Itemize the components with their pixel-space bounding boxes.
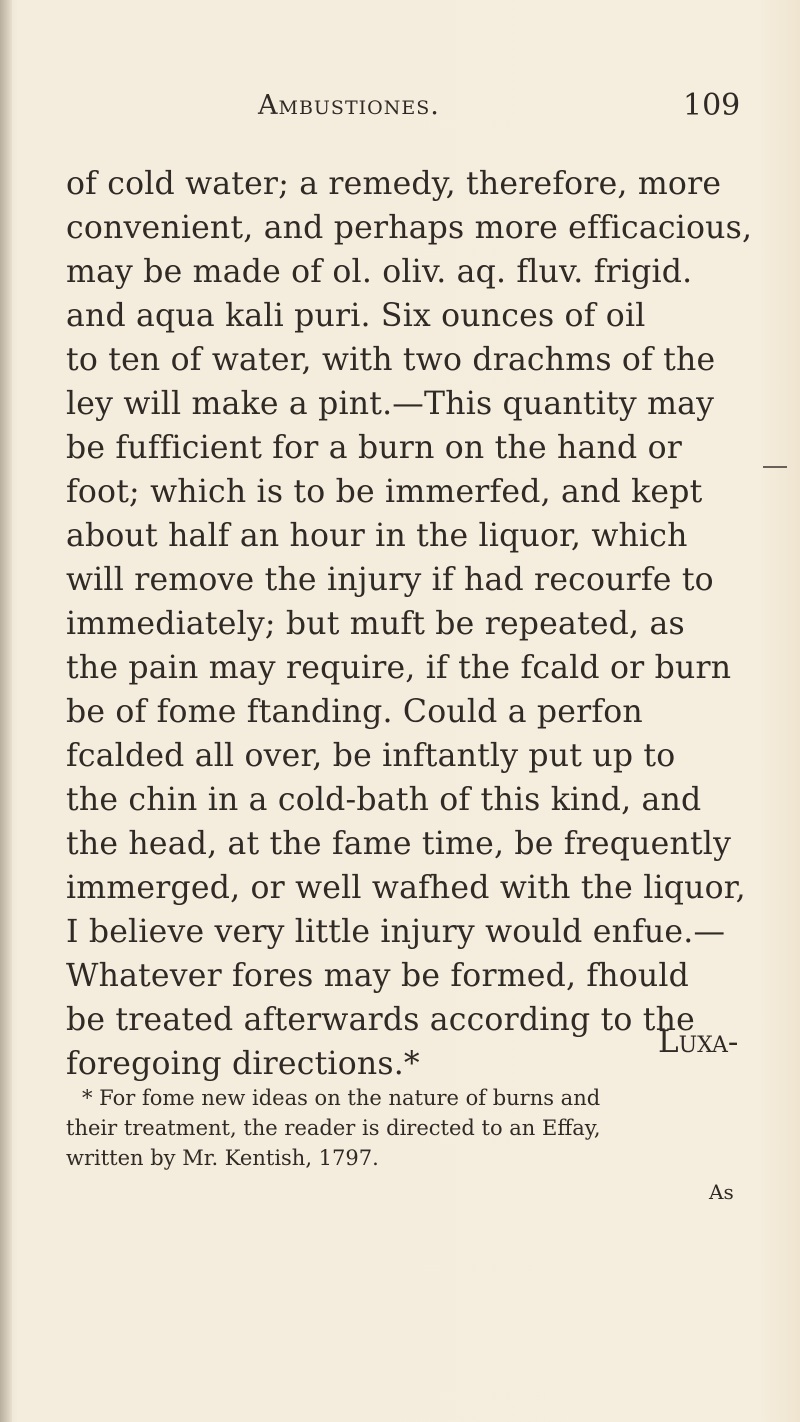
text-line: the head, at the fame time, be frequently <box>66 826 732 862</box>
catchword: Luxa- <box>658 1024 739 1060</box>
margin-mark <box>763 466 787 468</box>
text-line: about half an hour in the liquor, which <box>66 518 688 554</box>
text-line: foot; which is to be immerfed, and kept <box>66 474 703 510</box>
footnote-line: * For fome new ideas on the nature of burns and <box>82 1086 601 1110</box>
text-line: be treated afterwards according to the <box>66 1002 695 1038</box>
text-line: to ten of water, with two drachms of the <box>66 342 716 378</box>
footnote <box>66 1083 750 1173</box>
footnote-line: written by Mr. Kentish, 1797. <box>66 1146 379 1170</box>
running-head <box>0 88 800 144</box>
text-line: and aqua kali puri. Six ounces of oil <box>66 298 646 334</box>
text-line: of cold water; a remedy, therefore, more <box>66 166 722 202</box>
text-line: the pain may require, if the fcald or burn <box>66 650 732 686</box>
text-line: the chin in a cold-bath of this kind, and <box>66 782 702 818</box>
text-line: be fufficient for a burn on the hand or <box>66 430 682 466</box>
text-line: may be made of ol. oliv. aq. fluv. frigid. <box>66 254 693 290</box>
text-line: immerged, or well wafhed with the liquor, <box>66 870 746 906</box>
text-line: convenient, and perhaps more efficacious, <box>66 210 753 246</box>
running-head-title: Ambustiones. <box>258 90 440 121</box>
page-number: 109 <box>683 88 741 123</box>
text-line: foregoing directions.* <box>66 1046 420 1082</box>
bottom-catchword: As <box>709 1180 734 1204</box>
text-line: Whatever fores may be formed, fhould <box>66 958 690 994</box>
text-line: be of fome ftanding. Could a perfon <box>66 694 643 730</box>
text-line: ley will make a pint.—This quantity may <box>66 386 715 422</box>
main-text <box>66 162 753 1086</box>
text-line: immediately; but muft be repeated, as <box>66 606 685 642</box>
text-line: fcalded all over, be inftantly put up to <box>66 738 676 774</box>
page-edge-shadow <box>0 0 12 1422</box>
footnote-line: their treatment, the reader is directed to an Effay, <box>66 1116 601 1140</box>
text-line: I believe very little injury would enfue.— <box>66 914 726 950</box>
text-line: will remove the injury if had recourfe to <box>66 562 714 598</box>
